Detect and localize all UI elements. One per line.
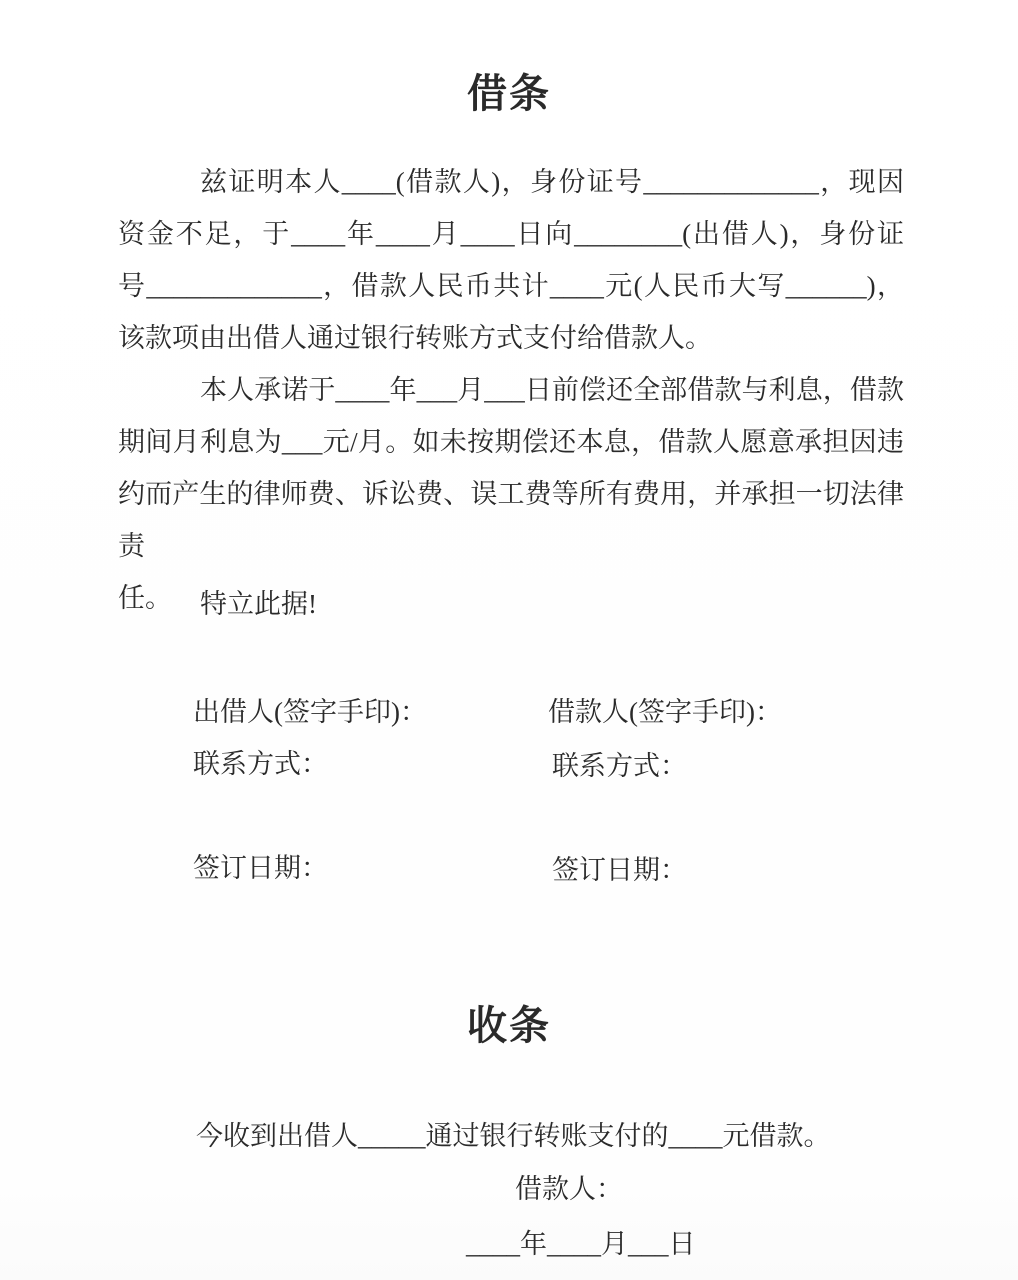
receipt-date-line: ____年____月___日 bbox=[466, 1229, 696, 1259]
iou-body-line: 号_____________，借款人民币共计____元(人民币大写______)， bbox=[118, 271, 904, 301]
iou-title: 借条 bbox=[467, 71, 551, 116]
iou-body-line: 兹证明本人____(借款人)，身份证号_____________，现因 bbox=[200, 167, 904, 197]
iou-body-line: 任。 bbox=[118, 583, 172, 613]
lender-signature-label: 出借人(签字手印)： bbox=[193, 697, 427, 727]
iou-closing-statement: 特立此据! bbox=[200, 589, 317, 619]
iou-body-line: 约而产生的律师费、诉讼费、误工费等所有费用，并承担一切法律责 bbox=[118, 479, 904, 561]
iou-body-text bbox=[118, 156, 904, 624]
lender-signing-date-label: 签订日期： bbox=[193, 853, 328, 883]
lender-contact-label: 联系方式： bbox=[193, 749, 328, 779]
borrower-signing-date-label: 签订日期： bbox=[552, 855, 687, 885]
iou-body-line: 资金不足，于____年____月____日向________(出借人)，身份证 bbox=[118, 219, 904, 249]
iou-body-line: 该款项由出借人通过银行转账方式支付给借款人。 bbox=[118, 323, 712, 353]
iou-body-line: 本人承诺于____年___月___日前偿还全部借款与利息，借款 bbox=[200, 375, 904, 405]
borrower-contact-label: 联系方式： bbox=[552, 751, 687, 781]
borrower-signature-label: 借款人(签字手印)： bbox=[548, 697, 782, 727]
receipt-body-line: 今收到出借人_____通过银行转账支付的____元借款。 bbox=[196, 1121, 831, 1151]
receipt-borrower-label: 借款人： bbox=[515, 1174, 623, 1204]
receipt-title: 收条 bbox=[467, 1003, 551, 1048]
iou-body-line: 期间月利息为___元/月。如未按期偿还本息，借款人愿意承担因违 bbox=[118, 427, 904, 457]
